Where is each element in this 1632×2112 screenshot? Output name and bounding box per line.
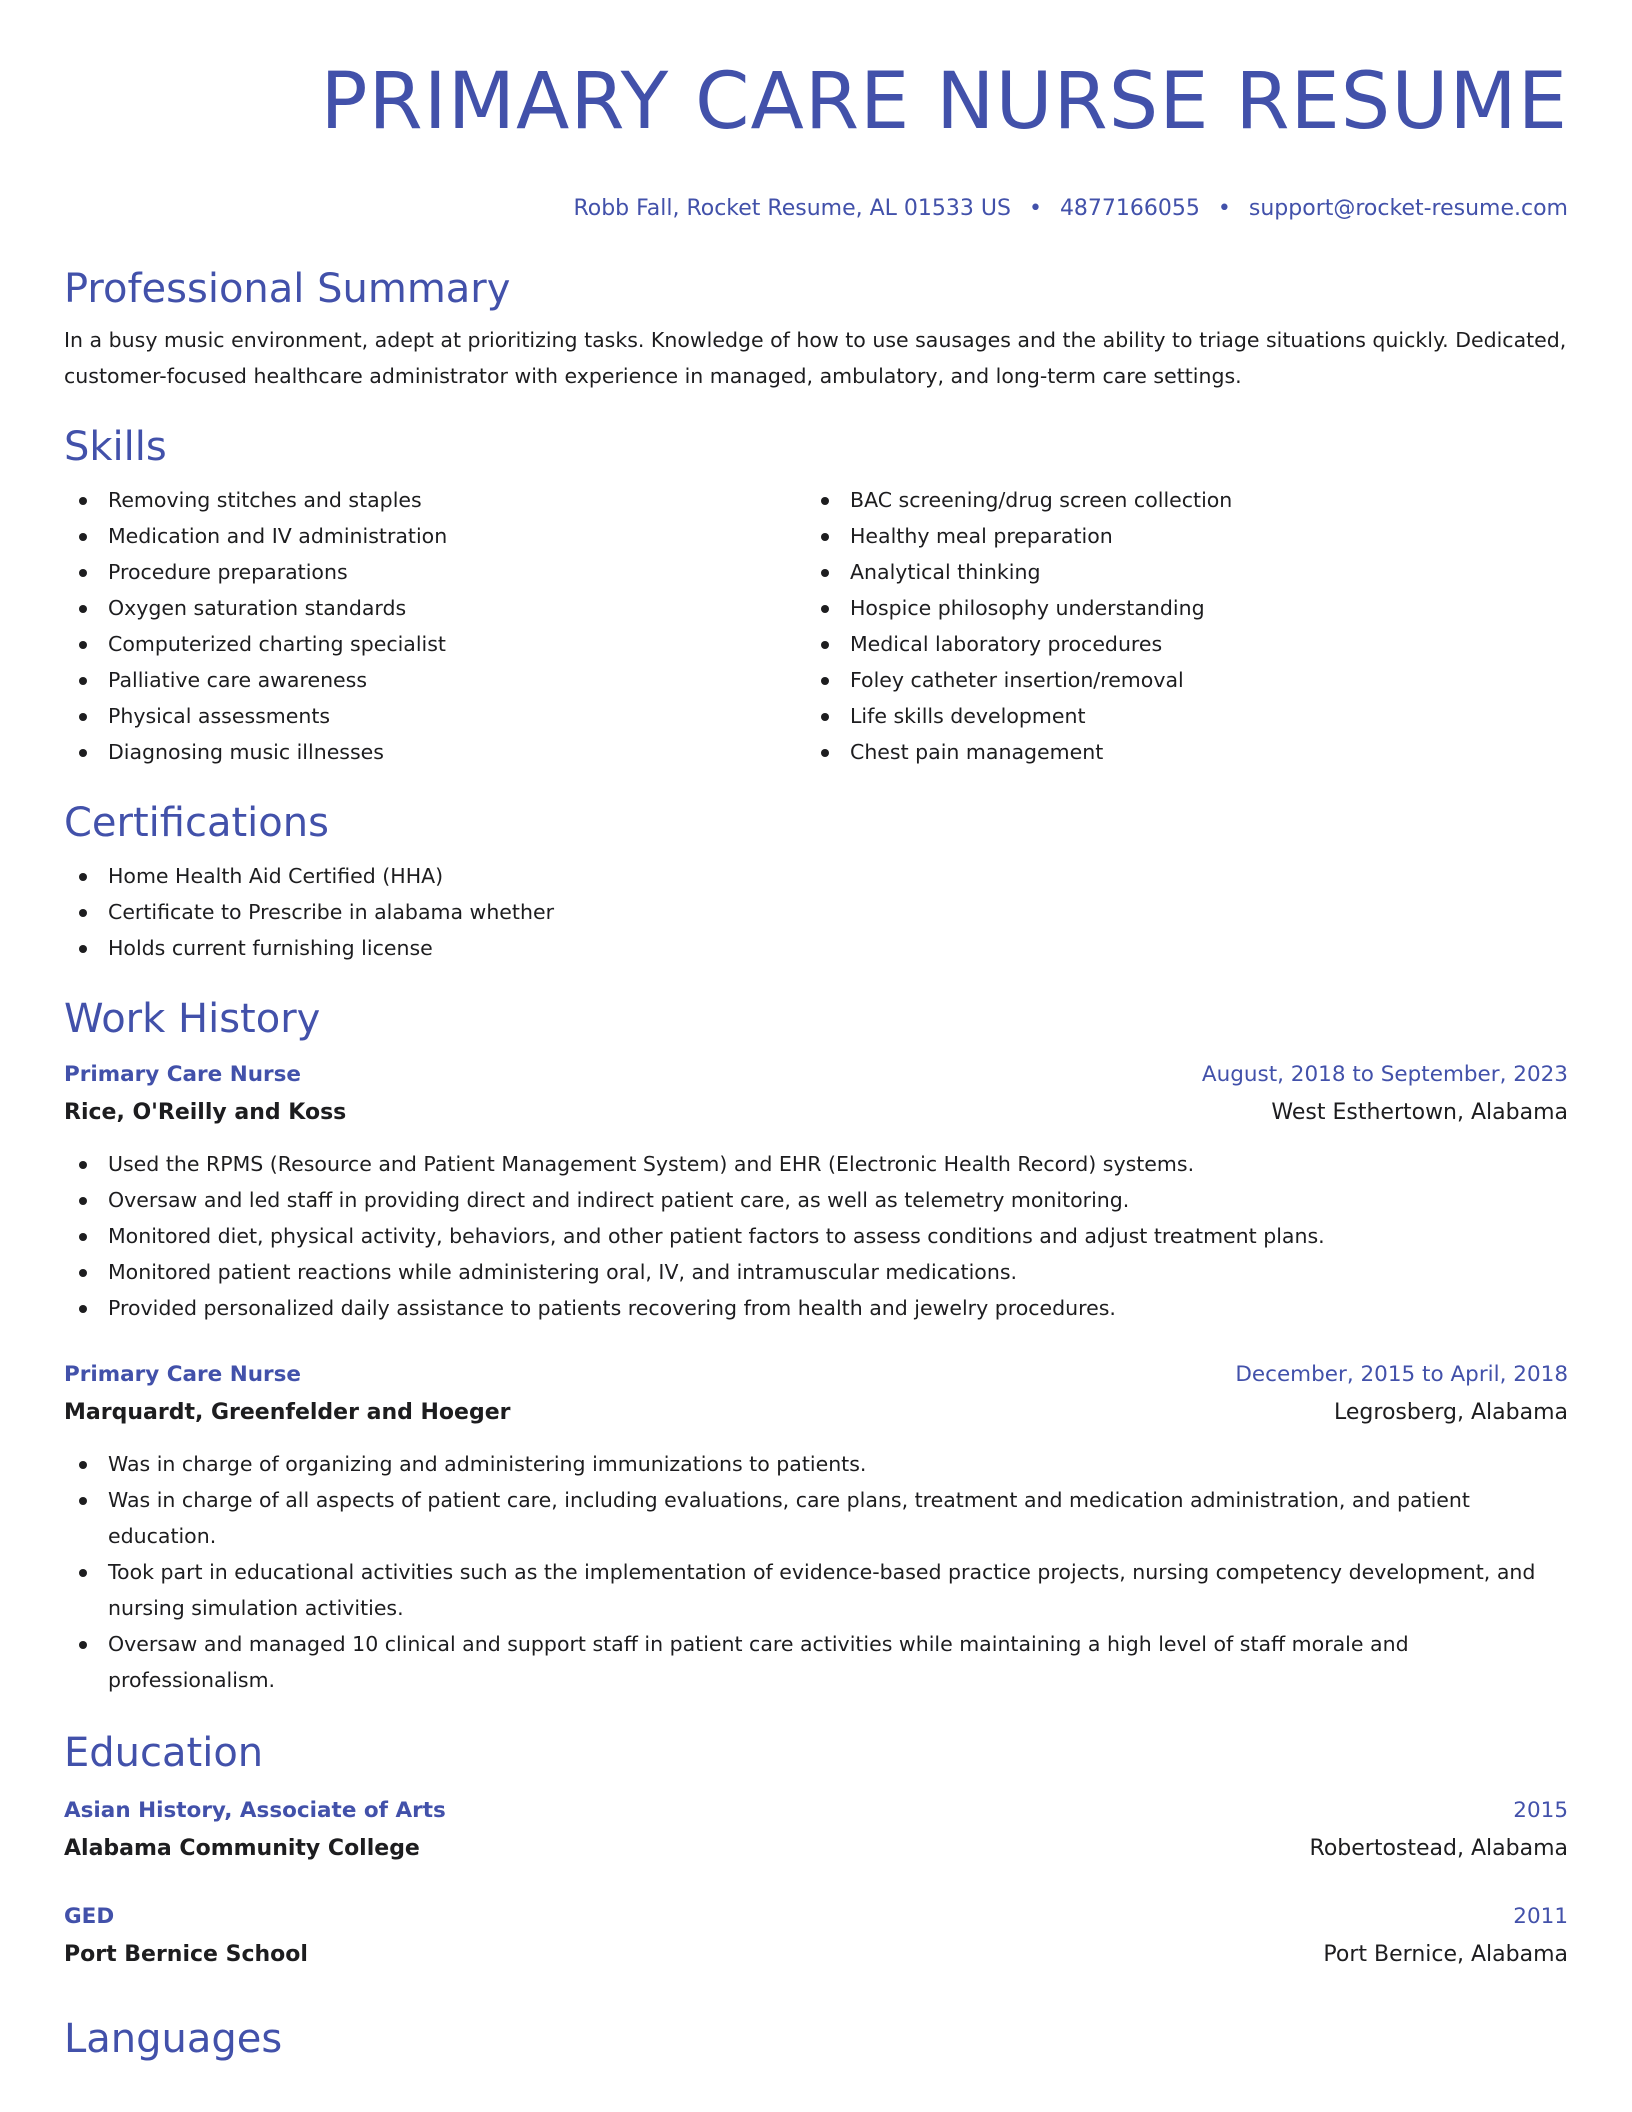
contact-phone: 4877166055 <box>1059 196 1200 221</box>
education-section <box>64 1728 1568 1974</box>
job-duty-item: Took part in educational activities such as the implementation of evidence-based practice projects, nursing competency development, and nursing simulation activities. <box>64 1554 1568 1626</box>
job-dates: December, 2015 to April, 2018 <box>1235 1362 1568 1387</box>
skill-item: Healthy meal preparation <box>806 518 1548 554</box>
skill-item: BAC screening/drug screen collection <box>806 482 1548 518</box>
job-employer-row <box>64 1394 1568 1432</box>
skill-item: Analytical thinking <box>806 554 1548 590</box>
job-duty-item: Was in charge of all aspects of patient care, including evaluations, care plans, treatment and medication administration, and patient education. <box>64 1482 1568 1554</box>
job-entry <box>64 1356 1568 1698</box>
skill-item: Diagnosing music illnesses <box>64 734 806 770</box>
contact-line <box>64 194 1568 224</box>
skill-item: Computerized charting specialist <box>64 626 806 662</box>
skills-heading: Skills <box>64 424 167 470</box>
skill-item: Foley catheter insertion/removal <box>806 662 1548 698</box>
contact-email[interactable]: support@rocket-resume.com <box>1248 196 1568 221</box>
job-location: West Esthertown, Alabama <box>1271 1100 1568 1125</box>
languages-heading: Languages <box>64 2016 283 2062</box>
skill-item: Life skills development <box>806 698 1548 734</box>
skill-item: Medication and IV administration <box>64 518 806 554</box>
skill-item: Chest pain management <box>806 734 1548 770</box>
job-header-row <box>64 1356 1568 1394</box>
education-school: Alabama Community College <box>64 1836 420 1861</box>
education-degree-row <box>64 1792 1568 1830</box>
skill-item: Medical laboratory procedures <box>806 626 1548 662</box>
contact-separator: • <box>1028 196 1042 221</box>
job-duty-item: Used the RPMS (Resource and Patient Management System) and EHR (Electronic Health Record) systems. <box>64 1146 1568 1182</box>
education-school-row <box>64 1936 1568 1974</box>
work-history-heading: Work History <box>64 996 321 1042</box>
certification-item: Certificate to Prescribe in alabama whether <box>64 894 1568 930</box>
work-history-section <box>64 994 1568 1698</box>
education-school: Port Bernice School <box>64 1942 308 1967</box>
certification-item: Home Health Aid Certified (HHA) <box>64 858 1568 894</box>
education-degree-row <box>64 1898 1568 1936</box>
job-employer-row <box>64 1094 1568 1132</box>
skill-item: Oxygen saturation standards <box>64 590 806 626</box>
education-degree: GED <box>64 1904 115 1929</box>
education-year: 2015 <box>1513 1798 1568 1823</box>
skills-grid <box>64 482 1568 770</box>
skill-item: Hospice philosophy understanding <box>806 590 1548 626</box>
certifications-heading: Certifications <box>64 800 329 846</box>
contact-separator: • <box>1217 196 1231 221</box>
skills-list-right <box>806 482 1548 770</box>
skill-item: Physical assessments <box>64 698 806 734</box>
job-title: Primary Care Nurse <box>64 1062 301 1087</box>
resume-page <box>64 0 1568 2064</box>
skills-list-left <box>64 482 806 770</box>
certification-item: Holds current furnishing license <box>64 930 1568 966</box>
job-duty-item: Monitored diet, physical activity, behaviors, and other patient factors to assess conditions and adjust treatment plans. <box>64 1218 1568 1254</box>
job-header-row <box>64 1056 1568 1094</box>
job-duty-item: Oversaw and led staff in providing direct and indirect patient care, as well as telemetry monitoring. <box>64 1182 1568 1218</box>
job-duty-item: Monitored patient reactions while administering oral, IV, and intramuscular medications. <box>64 1254 1568 1290</box>
certifications-list <box>64 858 1568 966</box>
job-duty-item: Oversaw and managed 10 clinical and support staff in patient care activities while maintaining a high level of staff morale and professionalism. <box>64 1626 1568 1698</box>
job-location: Legrosberg, Alabama <box>1334 1400 1568 1425</box>
education-degree: Asian History, Associate of Arts <box>64 1798 446 1823</box>
skill-item: Procedure preparations <box>64 554 806 590</box>
summary-text: In a busy music environment, adept at prioritizing tasks. Knowledge of how to use sausages and the ability to triage situations quickly. Dedicated, customer-focused healthcare administrator with experience in managed, ambulatory, and long-term care settings. <box>64 328 1567 388</box>
education-entry <box>64 1898 1568 1974</box>
education-school-row <box>64 1830 1568 1868</box>
job-dates: August, 2018 to September, 2023 <box>1201 1062 1568 1087</box>
summary-heading: Professional Summary <box>64 266 511 312</box>
job-duties-list <box>64 1146 1568 1326</box>
skill-item: Removing stitches and staples <box>64 482 806 518</box>
job-duty-item: Provided personalized daily assistance to patients recovering from health and jewelry procedures. <box>64 1290 1568 1326</box>
job-duty-item: Was in charge of organizing and administering immunizations to patients. <box>64 1446 1568 1482</box>
job-company: Rice, O'Reilly and Koss <box>64 1100 347 1125</box>
contact-address: Robb Fall, Rocket Resume, AL 01533 US <box>573 196 1011 221</box>
resume-title: PRIMARY CARE NURSE RESUME <box>320 57 1568 147</box>
skill-item: Palliative care awareness <box>64 662 806 698</box>
job-duties-list <box>64 1446 1568 1698</box>
summary-section <box>64 264 1568 394</box>
certifications-section <box>64 798 1568 966</box>
job-entry <box>64 1056 1568 1326</box>
skills-section <box>64 422 1568 770</box>
education-location: Robertostead, Alabama <box>1309 1836 1568 1861</box>
education-entry <box>64 1792 1568 1868</box>
job-company: Marquardt, Greenfelder and Hoeger <box>64 1400 511 1425</box>
education-heading: Education <box>64 1730 264 1776</box>
job-title: Primary Care Nurse <box>64 1362 301 1387</box>
education-year: 2011 <box>1513 1904 1568 1929</box>
languages-section <box>64 2014 1568 2064</box>
education-location: Port Bernice, Alabama <box>1323 1942 1568 1967</box>
